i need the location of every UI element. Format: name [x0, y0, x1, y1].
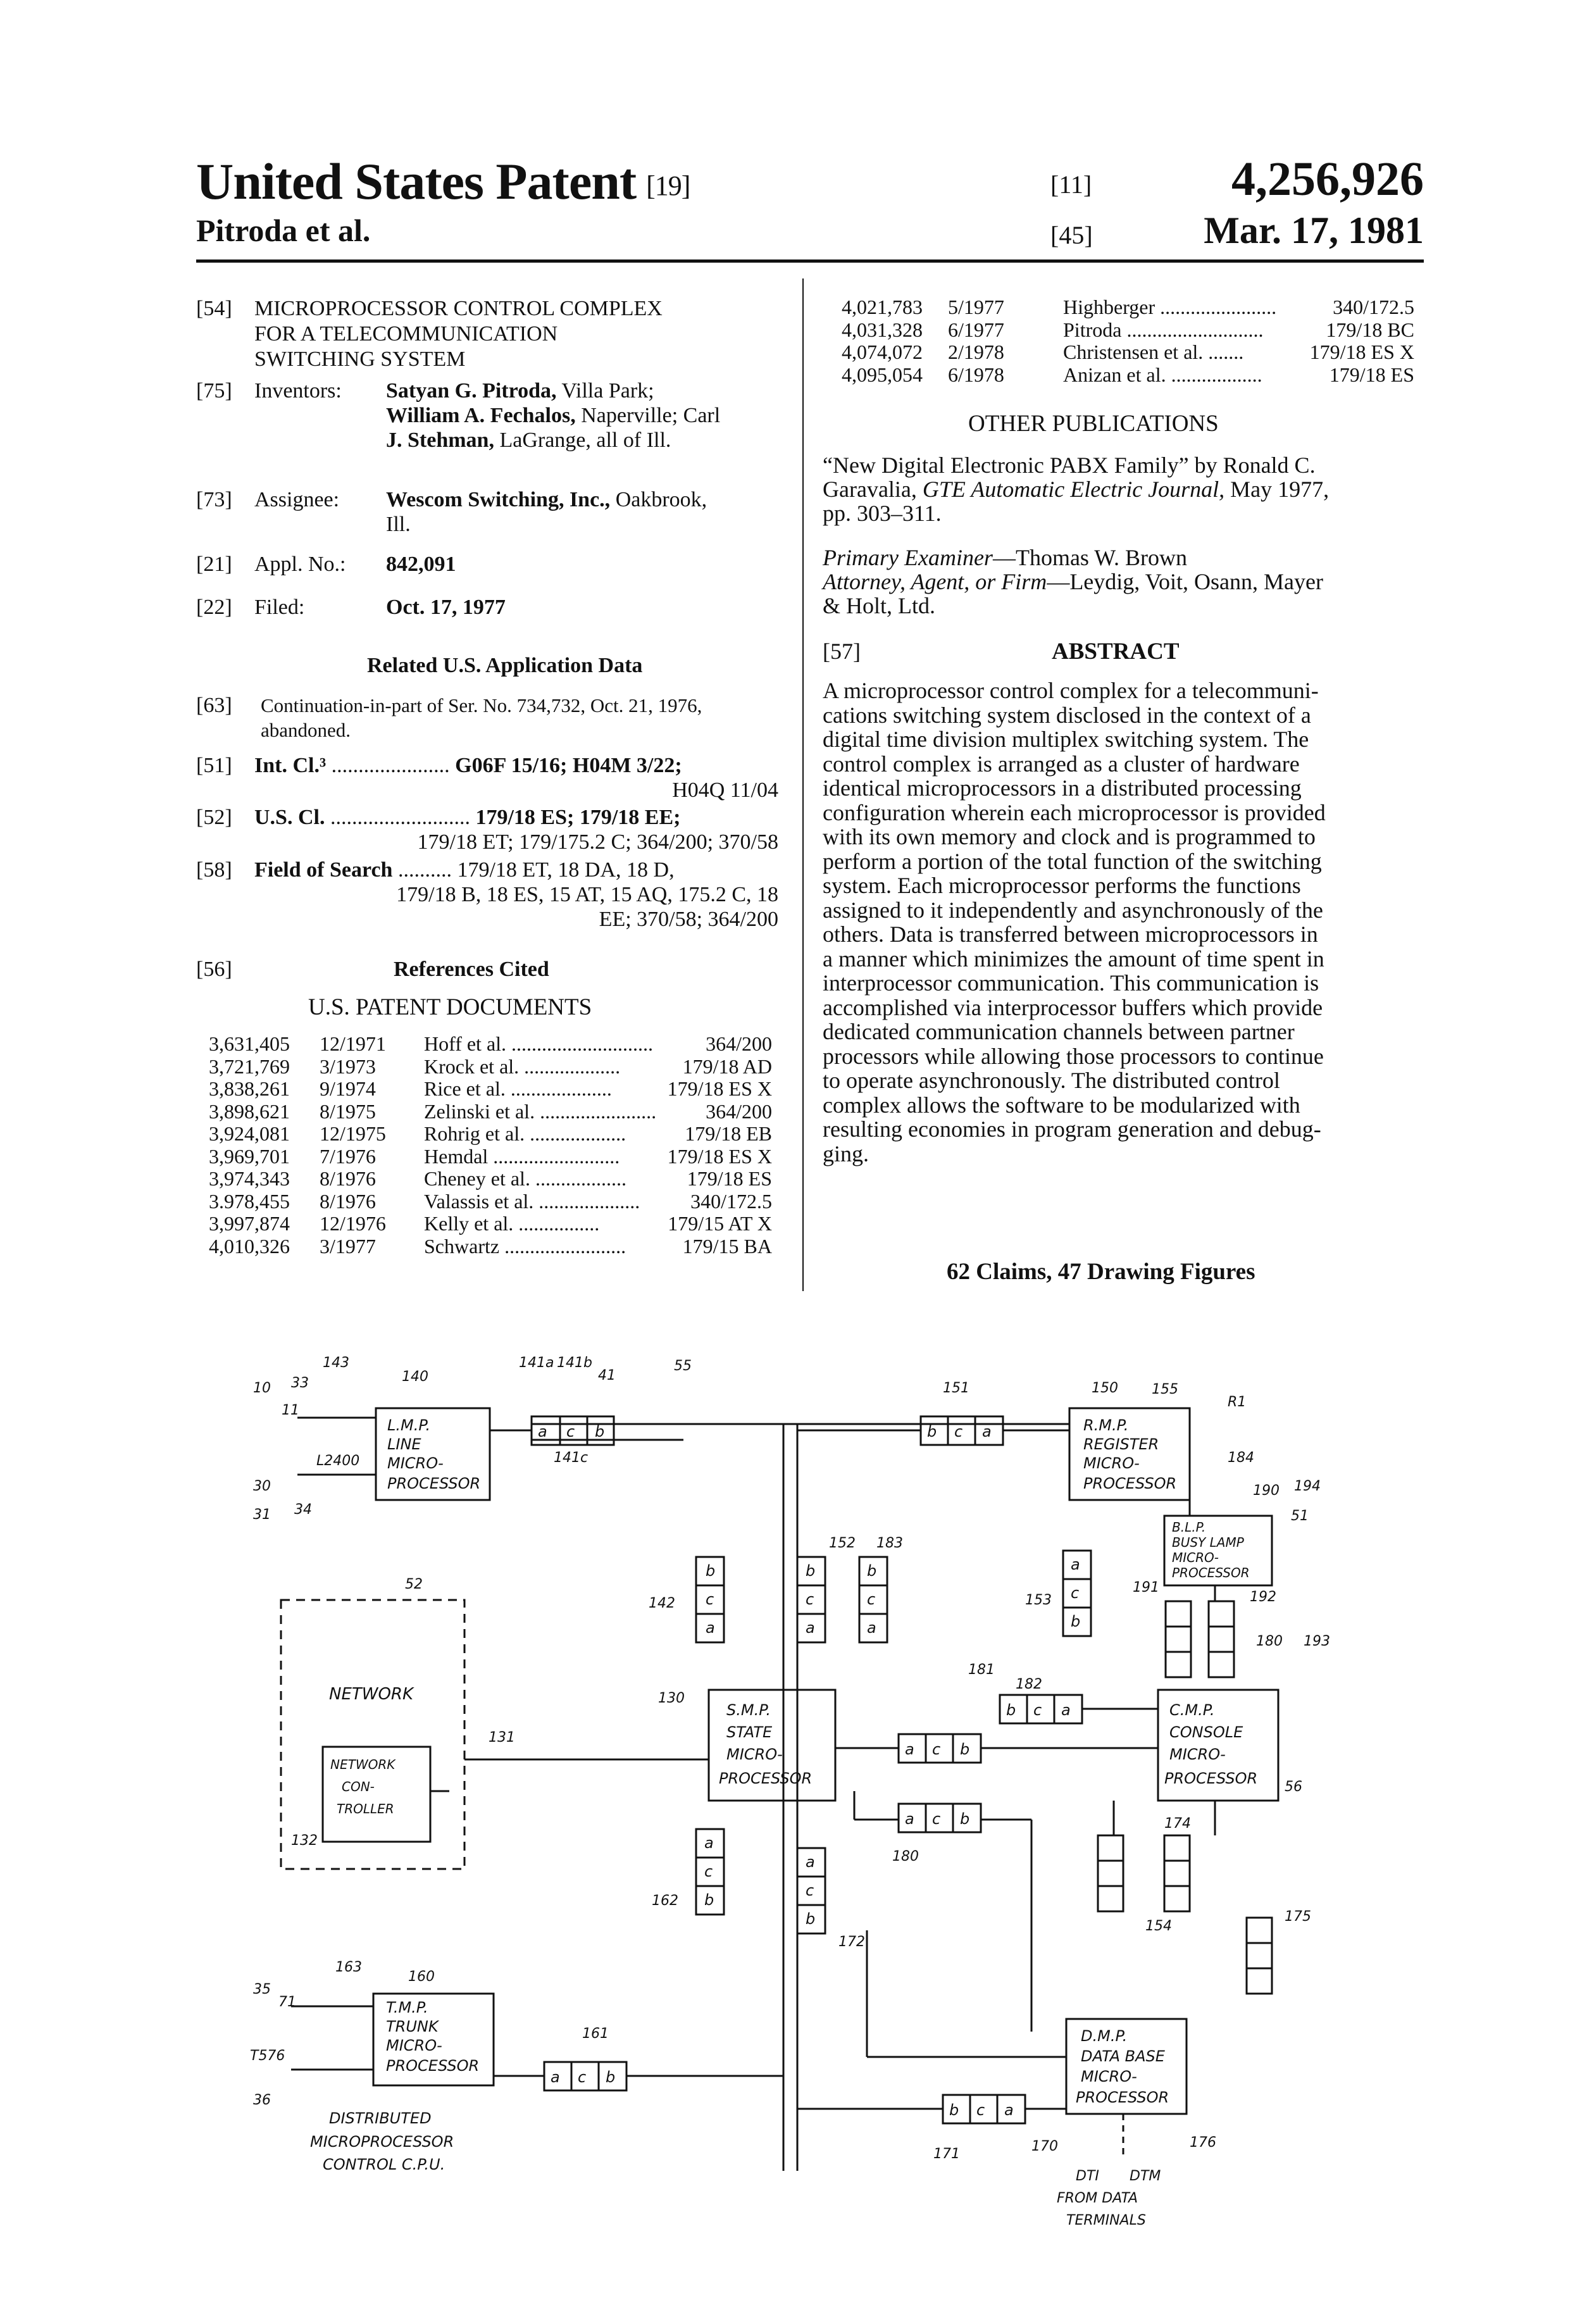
svg-text:150: 150	[1092, 1380, 1118, 1396]
svg-text:142: 142	[649, 1596, 675, 1611]
svg-text:MICRO-: MICRO-	[1172, 1550, 1219, 1565]
patent-date: Mar. 17, 1981	[1204, 209, 1424, 251]
svg-text:MICRO-: MICRO-	[387, 1454, 444, 1472]
svg-text:155: 155	[1152, 1382, 1178, 1397]
svg-text:b: b	[704, 1891, 714, 1909]
smp-label: S.M.P.	[726, 1701, 771, 1719]
svg-text:51: 51	[1291, 1508, 1309, 1524]
svg-text:c: c	[706, 1590, 714, 1608]
table-row: 3,924,081 12/1975 Rohrig et al. ................... 179/18 EB	[209, 1122, 772, 1145]
table-row: 3,898,621 8/1975 Zelinski et al. ....................... 364/200	[209, 1099, 772, 1123]
svg-text:161: 161	[582, 2026, 609, 2042]
svg-text:PROCESSOR: PROCESSOR	[1172, 1565, 1250, 1580]
title-code: [19]	[646, 170, 690, 201]
svg-text:184: 184	[1228, 1450, 1254, 1466]
svg-text:c: c	[806, 1882, 814, 1899]
attorney-label: Attorney, Agent, or Firm	[823, 569, 1047, 594]
svg-text:a: a	[706, 1619, 715, 1637]
svg-text:191: 191	[1133, 1580, 1159, 1596]
svg-text:151: 151	[943, 1380, 969, 1396]
patent-number-code: [11]	[1050, 170, 1092, 199]
svg-text:PROCESSOR: PROCESSOR	[1083, 1475, 1177, 1492]
svg-text:154: 154	[1145, 1918, 1172, 1934]
svg-text:CONSOLE: CONSOLE	[1169, 1723, 1243, 1741]
svg-text:171: 171	[933, 2146, 960, 2162]
svg-text:c: c	[566, 1423, 575, 1440]
us-reference-table	[209, 1033, 772, 1258]
svg-text:141b: 141b	[557, 1355, 592, 1371]
table-row: 4,074,072 2/1978 Christensen et al. ....... 179/18 ES X	[842, 340, 1414, 363]
abstract-heading: ABSTRACT	[1052, 639, 1180, 665]
primary-examiner-label: Primary Examiner	[823, 545, 993, 570]
svg-text:35: 35	[253, 1982, 271, 1997]
svg-text:b: b	[595, 1423, 605, 1440]
svg-text:141a: 141a	[519, 1355, 554, 1371]
svg-text:TROLLER: TROLLER	[337, 1801, 394, 1816]
svg-text:TRUNK: TRUNK	[386, 2018, 439, 2035]
svg-text:b: b	[806, 1910, 816, 1928]
refs-heading: References Cited	[394, 958, 549, 981]
title-line: MICROPROCESSOR CONTROL COMPLEX	[254, 297, 663, 320]
svg-text:a: a	[1061, 1701, 1071, 1719]
table-row: 4,095,054 6/1978 Anizan et al. .................. 179/18 ES	[842, 363, 1414, 386]
table-row: 4,010,326 3/1977 Schwartz ........................ 179/15 BA	[209, 1234, 772, 1258]
svg-text:c: c	[954, 1423, 963, 1440]
diagram-caption: DISTRIBUTED	[329, 2109, 432, 2127]
svg-text:163: 163	[335, 1959, 362, 1975]
svg-text:175: 175	[1285, 1909, 1311, 1925]
rmp-label: R.M.P.	[1083, 1416, 1129, 1434]
other-publications-heading: OTHER PUBLICATIONS	[968, 411, 1219, 437]
blp-label: B.L.P.	[1172, 1520, 1206, 1535]
svg-text:a: a	[982, 1423, 992, 1440]
svg-text:c: c	[704, 1863, 713, 1880]
svg-text:143: 143	[323, 1355, 349, 1371]
svg-text:192: 192	[1250, 1589, 1276, 1605]
svg-text:MICRO-: MICRO-	[1083, 1454, 1140, 1472]
svg-text:R1: R1	[1228, 1394, 1247, 1410]
svg-text:LINE: LINE	[387, 1435, 421, 1453]
svg-text:131: 131	[489, 1730, 515, 1746]
svg-text:MICRO-: MICRO-	[1081, 2068, 1137, 2085]
svg-text:180: 180	[892, 1849, 919, 1865]
svg-text:41: 41	[598, 1368, 616, 1384]
svg-text:140: 140	[402, 1369, 428, 1385]
svg-text:BUSY LAMP: BUSY LAMP	[1172, 1535, 1244, 1550]
svg-text:PROCESSOR: PROCESSOR	[387, 1475, 481, 1492]
svg-text:30: 30	[253, 1478, 271, 1494]
svg-text:MICRO-: MICRO-	[1169, 1746, 1226, 1763]
other-publications: “New Digital Electronic PABX Family” by Ronald C. Garavalia, GTE Automatic Electric Journal, May 1977, pp. 303–311.	[823, 453, 1330, 526]
svg-text:c: c	[867, 1590, 876, 1608]
svg-text:a: a	[905, 1740, 914, 1758]
inventor-short: Pitroda et al.	[196, 213, 371, 248]
title-line: FOR A TELECOMMUNICATION	[254, 322, 558, 346]
svg-text:132: 132	[291, 1833, 318, 1849]
svg-text:CONTROL C.P.U.: CONTROL C.P.U.	[323, 2156, 445, 2173]
us-reference-table-continued	[842, 296, 1414, 386]
svg-text:c: c	[932, 1740, 941, 1758]
svg-text:193: 193	[1304, 1634, 1330, 1649]
title-line: SWITCHING SYSTEM	[254, 347, 466, 371]
svg-text:182: 182	[1016, 1677, 1042, 1692]
block-diagram	[240, 1348, 1367, 2259]
svg-text:141c: 141c	[554, 1450, 589, 1466]
table-row: 3,969,701 7/1976 Hemdal ......................... 179/18 ES X	[209, 1144, 772, 1168]
table-row: 3,631,405 12/1971 Hoff et al. ............................ 364/200	[209, 1032, 772, 1055]
abstract-code: [57]	[823, 639, 861, 664]
svg-text:a: a	[806, 1619, 815, 1637]
svg-text:c: c	[932, 1810, 941, 1828]
svg-text:180: 180	[1256, 1634, 1283, 1649]
svg-text:PROCESSOR: PROCESSOR	[1076, 2089, 1169, 2106]
network-label: NETWORK	[329, 1685, 414, 1704]
svg-text:FROM DATA: FROM DATA	[1057, 2190, 1138, 2206]
svg-text:a: a	[905, 1810, 914, 1828]
dmp-label: D.M.P.	[1081, 2027, 1128, 2045]
inventor-line: William A. Fechalos, Naperville; Carl	[386, 404, 721, 427]
svg-text:36: 36	[253, 2092, 271, 2108]
svg-text:176: 176	[1190, 2135, 1216, 2151]
svg-text:c: c	[976, 2101, 985, 2119]
svg-text:152: 152	[829, 1535, 856, 1551]
svg-text:194: 194	[1294, 1478, 1321, 1494]
svg-text:T576: T576	[250, 2048, 285, 2064]
lmp-label: L.M.P.	[387, 1416, 431, 1434]
inventor-line: Satyan G. Pitroda, Villa Park;	[386, 379, 654, 403]
svg-text:a: a	[704, 1834, 714, 1852]
svg-text:a: a	[1071, 1556, 1080, 1573]
svg-text:b: b	[1006, 1701, 1016, 1719]
svg-text:52: 52	[405, 1577, 423, 1592]
svg-text:a: a	[867, 1619, 876, 1637]
svg-text:a: a	[806, 1853, 815, 1871]
svg-text:b: b	[867, 1562, 877, 1580]
svg-text:c: c	[806, 1590, 814, 1608]
svg-text:REGISTER: REGISTER	[1083, 1435, 1159, 1453]
svg-text:10: 10	[253, 1380, 271, 1396]
svg-text:b: b	[949, 2101, 959, 2119]
svg-text:31: 31	[253, 1507, 271, 1523]
svg-text:PROCESSOR: PROCESSOR	[1164, 1770, 1258, 1787]
table-row: 3,974,343 8/1976 Cheney et al. .................. 179/18 ES	[209, 1167, 772, 1190]
svg-text:L2400: L2400	[316, 1453, 360, 1469]
svg-text:b: b	[960, 1740, 970, 1758]
svg-text:b: b	[706, 1562, 716, 1580]
header-rule	[196, 259, 1424, 263]
svg-text:a: a	[551, 2068, 560, 2086]
svg-text:170: 170	[1031, 2139, 1058, 2154]
svg-text:c: c	[578, 2068, 587, 2086]
date-code: [45]	[1050, 221, 1093, 249]
svg-text:CON-: CON-	[342, 1779, 375, 1794]
patent-title: United States Patent [19]	[196, 153, 690, 210]
svg-text:162: 162	[652, 1893, 678, 1909]
network-controller-label: NETWORK	[330, 1757, 396, 1772]
table-row: 3,838,261 9/1974 Rice et al. .................... 179/18 ES X	[209, 1077, 772, 1100]
svg-text:181: 181	[968, 1662, 995, 1678]
inventor-line: J. Stehman, LaGrange, all of Ill.	[386, 428, 671, 452]
svg-text:MICRO-: MICRO-	[386, 2037, 442, 2054]
svg-text:130: 130	[658, 1690, 685, 1706]
column-divider	[802, 278, 804, 1291]
svg-text:PROCESSOR: PROCESSOR	[386, 2057, 480, 2075]
svg-text:183: 183	[876, 1535, 903, 1551]
claims-count: 62 Claims, 47 Drawing Figures	[947, 1259, 1255, 1285]
svg-text:56: 56	[1285, 1779, 1302, 1795]
svg-text:33: 33	[291, 1375, 309, 1391]
svg-text:PROCESSOR: PROCESSOR	[719, 1770, 813, 1787]
patent-number: 4,256,926	[1231, 153, 1424, 206]
table-row: 4,021,783 5/1977 Highberger ....................... 340/172.5	[842, 296, 1414, 318]
related-heading: Related U.S. Application Data	[367, 654, 643, 677]
tmp-label: T.M.P.	[386, 1999, 428, 2016]
svg-text:a: a	[538, 1423, 547, 1440]
abstract-text: A microprocessor control complex for a telecommuni- cations switching system disclosed in the context of a digital time division multiplex switching system. The control complex is arranged as a cluster of hardware identical microprocessors in a distributed processing configuration wherein each microprocessor is provided with its own memory and clock and is programmed to perform a portion of the total function of the switching system. Each microprocessor performs the functions assigned to it independently and asynchronously of the others. Data is transferred between microprocessors in a manner which minimizes the amount of time spent in interprocessor communication. This communication is accomplished via interprocessor buffers which provide dedicated communication channels between partner processors while allowing those processors to continue to operate asynchronously. The distributed control complex allows the software to be modularized with resulting economies in program generation and debug- ging.	[823, 678, 1326, 1166]
svg-text:34: 34	[294, 1502, 312, 1518]
cmp-label: C.M.P.	[1169, 1701, 1215, 1719]
svg-text:DTM: DTM	[1130, 2168, 1161, 2184]
svg-text:153: 153	[1025, 1592, 1052, 1608]
svg-text:b: b	[606, 2068, 616, 2086]
svg-text:DATA BASE: DATA BASE	[1081, 2047, 1165, 2065]
svg-text:c: c	[1071, 1584, 1080, 1602]
svg-text:160: 160	[408, 1969, 435, 1985]
svg-text:c: c	[1033, 1701, 1042, 1719]
svg-text:a: a	[1004, 2101, 1014, 2119]
svg-text:TERMINALS: TERMINALS	[1066, 2213, 1146, 2228]
table-row: 4,031,328 6/1977 Pitroda ........................... 179/18 BC	[842, 318, 1414, 341]
table-row: 3.978,455 8/1976 Valassis et al. .................... 340/172.5	[209, 1189, 772, 1213]
svg-text:172: 172	[838, 1934, 865, 1950]
svg-text:MICRO-: MICRO-	[726, 1746, 783, 1763]
svg-text:MICROPROCESSOR: MICROPROCESSOR	[310, 2133, 454, 2151]
svg-text:b: b	[806, 1562, 816, 1580]
svg-text:71: 71	[278, 1994, 296, 2010]
table-row: 3,721,769 3/1973 Krock et al. ................... 179/18 AD	[209, 1054, 772, 1078]
svg-text:b: b	[927, 1423, 937, 1440]
svg-text:174: 174	[1164, 1816, 1191, 1832]
terminal-label: DTI	[1076, 2168, 1099, 2184]
examiner-block: Primary Examiner—Thomas W. Brown Attorney, Agent, or Firm—Leydig, Voit, Osann, Mayer & Holt, Ltd.	[823, 545, 1323, 618]
refs-subheading: U.S. PATENT DOCUMENTS	[308, 994, 592, 1020]
svg-text:b: b	[960, 1810, 970, 1828]
svg-text:STATE: STATE	[726, 1723, 773, 1741]
svg-text:b: b	[1071, 1613, 1081, 1630]
svg-text:190: 190	[1253, 1483, 1280, 1499]
table-row: 3,997,874 12/1976 Kelly et al. ................ 179/15 AT X	[209, 1212, 772, 1235]
svg-text:55: 55	[674, 1358, 692, 1374]
svg-text:11: 11	[282, 1403, 299, 1418]
